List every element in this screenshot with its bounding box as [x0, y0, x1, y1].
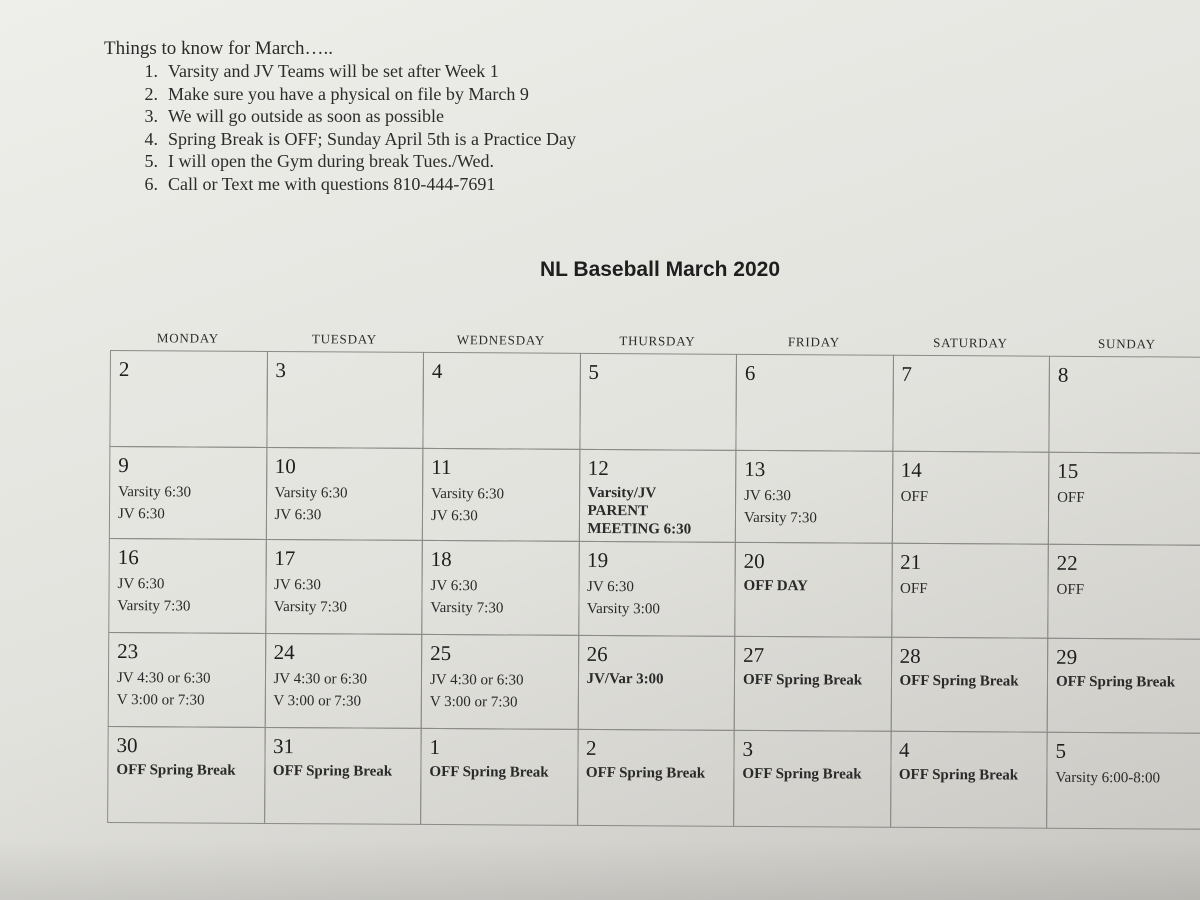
- day-number: 14: [900, 457, 922, 482]
- note-item: [104, 173, 724, 196]
- page-shadow: [0, 840, 1200, 900]
- calendar-day-cell: [1048, 356, 1200, 454]
- day-number: 27: [743, 642, 765, 668]
- weekday-header-wednesday: WEDNESDAY: [456, 332, 546, 348]
- calendar-day-cell: [108, 538, 266, 634]
- calendar-day-cell: [107, 726, 265, 824]
- calendar-day-cell: [421, 540, 579, 636]
- schedule-entry: JV 6:30: [430, 577, 478, 595]
- schedule-entry: JV 4:30 or 6:30: [116, 670, 211, 687]
- calendar-day-cell: [735, 450, 893, 544]
- day-number: 21: [900, 549, 922, 574]
- note-item: [104, 150, 724, 173]
- schedule-entry: V 3:00 or 7:30: [116, 692, 205, 709]
- day-number: 18: [430, 546, 452, 572]
- schedule-entry: OFF Spring Break: [1055, 673, 1176, 691]
- schedule-entry: JV 6:30: [587, 578, 634, 596]
- notes-heading: Things to know for March…..: [104, 38, 334, 59]
- schedule-entry: Varsity 7:30: [430, 599, 504, 617]
- day-number: 15: [1057, 458, 1079, 483]
- schedule-entry: JV 6:30: [430, 507, 478, 525]
- schedule-entry: OFF: [900, 580, 928, 597]
- schedule-entry: OFF: [900, 488, 929, 506]
- day-number: 10: [274, 454, 296, 479]
- day-number: 4: [431, 358, 443, 384]
- calendar-day-cell: [266, 351, 424, 449]
- calendar-day-cell: [891, 543, 1049, 639]
- schedule-entry: Varsity/JV: [587, 484, 657, 502]
- note-number: 2 .: [104, 83, 168, 106]
- note-text: Call or Text me with questions 810-444-7691: [168, 173, 496, 194]
- schedule-entry: OFF Spring Break: [742, 671, 863, 689]
- calendar-day-cell: [1047, 638, 1200, 734]
- day-number: 16: [117, 545, 139, 570]
- calendar-day-cell: [109, 446, 267, 540]
- day-number: 24: [273, 640, 295, 665]
- weekday-header-sunday: SUNDAY: [1097, 336, 1156, 352]
- schedule-entry: OFF Spring Break: [898, 766, 1019, 784]
- day-number: 23: [117, 639, 139, 664]
- day-number: 7: [901, 361, 912, 386]
- weekday-header-thursday: THURSDAY: [619, 333, 696, 349]
- calendar-day-cell: [577, 729, 735, 827]
- weekday-header-friday: FRIDAY: [787, 334, 840, 350]
- calendar-day-cell: [733, 730, 891, 828]
- day-number: 2: [118, 357, 130, 382]
- calendar-grid: [107, 350, 1200, 835]
- day-number: 22: [1056, 550, 1078, 575]
- note-text: Spring Break is OFF; Sunday April 5th is a Practice Day: [168, 128, 576, 149]
- schedule-entry: JV/Var 3:00: [586, 670, 664, 688]
- calendar-day-cell: [892, 355, 1050, 453]
- day-number: 9: [118, 453, 129, 478]
- note-number: 6 .: [104, 173, 168, 196]
- weekday-header-saturday: SATURDAY: [933, 335, 1008, 351]
- calendar-day-cell: [422, 448, 580, 542]
- schedule-entry: JV 4:30 or 6:30: [273, 671, 368, 688]
- schedule-entry: JV 6:30: [117, 506, 165, 523]
- day-number: 30: [116, 733, 138, 758]
- day-number: 3: [742, 736, 754, 761]
- note-number: 3 .: [104, 105, 168, 128]
- calendar-day-cell: [421, 634, 579, 730]
- calendar-day-cell: [108, 632, 266, 728]
- schedule-entry: Varsity 7:30: [273, 599, 347, 616]
- schedule-entry: Varsity 7:30: [743, 509, 817, 527]
- note-number: 5 .: [104, 150, 168, 173]
- day-number: 5: [1055, 738, 1067, 763]
- schedule-entry: Varsity 3:00: [586, 600, 660, 618]
- calendar-day-cell: [578, 541, 736, 637]
- calendar-day-cell: [420, 728, 578, 826]
- schedule-entry: Varsity 6:30: [118, 484, 192, 501]
- schedule-entry: JV 6:30: [744, 487, 791, 505]
- calendar-day-cell: [422, 352, 580, 450]
- note-item: [104, 105, 724, 128]
- schedule-entry: MEETING 6:30: [587, 520, 692, 538]
- schedule-entry: Varsity 6:30: [431, 485, 505, 503]
- schedule-entry: OFF: [1057, 489, 1085, 506]
- schedule-entry: JV 6:30: [117, 576, 165, 593]
- schedule-entry: JV 6:30: [274, 577, 321, 594]
- calendar-day-cell: [265, 539, 423, 635]
- note-number: 4 .: [104, 128, 168, 151]
- note-item: [104, 83, 724, 106]
- note-item: [104, 60, 724, 83]
- calendar-day-cell: [264, 633, 422, 729]
- day-number: 20: [743, 548, 765, 574]
- note-text: Make sure you have a physical on file by March 9: [168, 83, 529, 104]
- day-number: 26: [586, 641, 608, 667]
- day-number: 19: [587, 547, 609, 573]
- calendar-title: NL Baseball March 2020: [539, 258, 781, 281]
- note-text: We will go outside as soon as possible: [168, 106, 445, 126]
- day-number: 17: [274, 546, 296, 571]
- calendar-day-cell: [1048, 452, 1200, 546]
- calendar-day-cell: [109, 350, 267, 448]
- note-text: Varsity and JV Teams will be set after Week 1: [168, 61, 499, 81]
- schedule-entry: PARENT: [587, 502, 649, 520]
- day-number: 29: [1056, 644, 1078, 669]
- calendar-day-cell: [1047, 544, 1200, 640]
- schedule-entry: JV 4:30 or 6:30: [429, 671, 524, 689]
- schedule-entry: OFF DAY: [743, 577, 808, 595]
- day-number: 31: [273, 734, 295, 759]
- calendar-day-cell: [890, 637, 1048, 733]
- schedule-entry: JV 6:30: [274, 507, 322, 524]
- calendar-day-cell: [577, 635, 735, 731]
- day-number: 6: [744, 360, 756, 385]
- calendar-day-cell: [735, 354, 893, 452]
- day-number: 2: [586, 735, 597, 760]
- day-number: 11: [431, 454, 452, 480]
- notes-list: [104, 60, 724, 195]
- note-number: 1 .: [104, 60, 168, 83]
- schedule-entry: OFF Spring Break: [585, 764, 706, 782]
- weekday-header-monday: MONDAY: [156, 330, 220, 346]
- schedule-entry: Varsity 6:00-8:00: [1055, 769, 1161, 787]
- calendar-day-cell: [891, 451, 1049, 545]
- calendar-day-cell: [578, 449, 736, 543]
- notes-section: [104, 38, 724, 195]
- weekday-header-tuesday: TUESDAY: [311, 331, 378, 347]
- schedule-entry: OFF Spring Break: [116, 762, 236, 779]
- calendar-day-cell: [734, 542, 892, 638]
- schedule-entry: OFF Spring Break: [899, 672, 1019, 690]
- schedule-entry: V 3:00 or 7:30: [273, 693, 362, 710]
- note-text: I will open the Gym during break Tues./Wed.: [168, 151, 495, 171]
- day-number: 12: [587, 455, 609, 481]
- schedule-entry: V 3:00 or 7:30: [429, 693, 518, 711]
- day-number: 3: [275, 358, 286, 383]
- calendar-day-cell: [1046, 732, 1200, 830]
- calendar-day-cell: [579, 353, 737, 451]
- day-number: 8: [1057, 362, 1069, 387]
- day-number: 25: [430, 640, 452, 666]
- day-number: 13: [744, 456, 766, 482]
- note-item: [104, 128, 724, 151]
- calendar-day-cell: [734, 636, 892, 732]
- schedule-entry: OFF Spring Break: [272, 763, 393, 780]
- day-number: 4: [898, 737, 910, 762]
- schedule-entry: Varsity 7:30: [117, 598, 191, 615]
- calendar-day-cell: [264, 727, 422, 825]
- schedule-entry: OFF Spring Break: [742, 765, 862, 783]
- calendar-day-cell: [265, 447, 423, 541]
- day-number: 28: [899, 643, 921, 668]
- calendar-day-cell: [890, 731, 1048, 829]
- schedule-entry: OFF Spring Break: [429, 763, 549, 781]
- day-number: 5: [588, 359, 599, 384]
- schedule-entry: Varsity 6:30: [274, 485, 348, 502]
- schedule-entry: OFF: [1056, 581, 1085, 598]
- day-number: 1: [429, 734, 441, 760]
